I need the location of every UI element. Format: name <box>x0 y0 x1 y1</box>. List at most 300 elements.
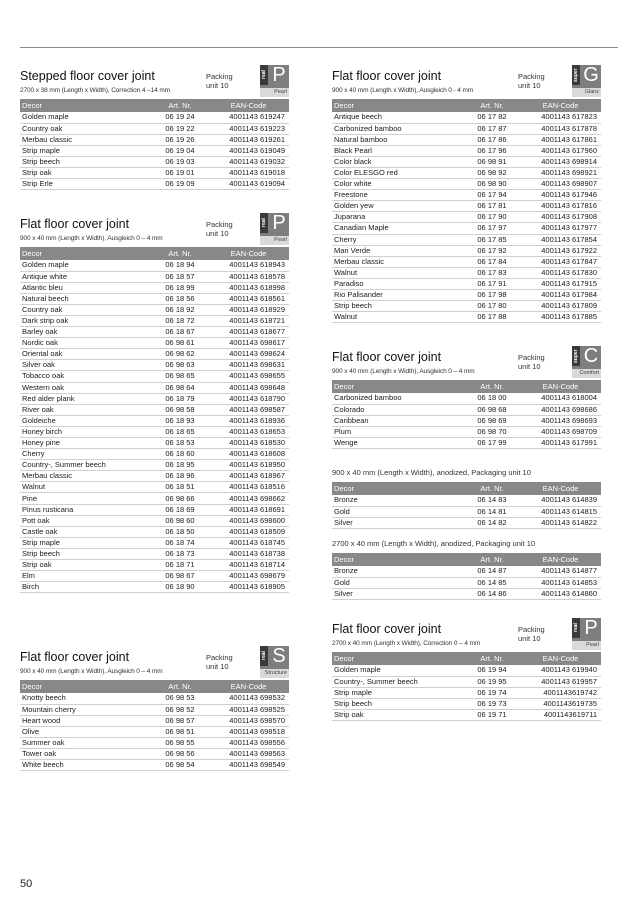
cell-art-nr: 06 14 83 <box>464 495 520 506</box>
cell-ean: 4001143 618516 <box>208 482 289 493</box>
badge-word: Pearl <box>260 236 289 245</box>
badge-word: Glanz <box>572 88 601 97</box>
table-row <box>20 282 289 293</box>
table-row <box>20 134 289 145</box>
packing-unit: unit 10 <box>518 634 541 643</box>
table-header-row <box>20 99 289 112</box>
column-header-ean: EAN-Code <box>520 652 601 665</box>
cell-ean: 4001143 618677 <box>208 327 289 338</box>
cell-art-nr: 06 18 79 <box>152 393 208 404</box>
column-header-art-nr: Art. Nr. <box>464 553 520 566</box>
column-header-ean: EAN-Code <box>520 99 601 112</box>
cell-decor: Strip oak <box>332 709 464 720</box>
cell-art-nr: 06 17 83 <box>464 267 520 278</box>
table-row <box>332 290 601 301</box>
section-title: Flat floor cover joint <box>20 650 130 664</box>
cell-decor: Mari Verde <box>332 245 464 256</box>
cell-decor: Pott oak <box>20 515 152 526</box>
cell-art-nr: 06 18 53 <box>152 438 208 449</box>
table-row <box>20 167 289 178</box>
cell-art-nr: 06 98 66 <box>152 493 208 504</box>
column-header-decor: Decor <box>20 99 152 112</box>
table-row <box>20 426 289 437</box>
cell-decor: Antique white <box>20 271 152 282</box>
cell-decor: Tobacco oak <box>20 371 152 382</box>
cell-art-nr: 06 18 90 <box>152 582 208 593</box>
column-header-art-nr: Art. Nr. <box>464 482 520 495</box>
cell-art-nr: 06 19 24 <box>152 112 208 123</box>
cell-ean: 4001143 618561 <box>208 293 289 304</box>
cell-decor: Walnut <box>332 267 464 278</box>
table-row <box>332 687 601 698</box>
table-row <box>332 506 601 517</box>
packing-info <box>206 220 233 238</box>
cell-ean: 4001143 698556 <box>208 737 289 748</box>
packing-info <box>518 353 545 371</box>
table-row <box>332 256 601 267</box>
cell-decor: Silver oak <box>20 360 152 371</box>
table-row <box>332 577 601 588</box>
table-row <box>332 278 601 289</box>
cell-decor: Golden yew <box>332 201 464 212</box>
table-row <box>332 145 601 156</box>
cell-art-nr: 06 18 69 <box>152 504 208 515</box>
cell-decor: Colorado <box>332 404 464 415</box>
cell-ean: 4001143 618530 <box>208 438 289 449</box>
cell-ean: 4001143 698587 <box>208 404 289 415</box>
product-table <box>332 482 601 529</box>
cell-ean: 4001143 617854 <box>520 234 601 245</box>
cell-decor: Honey birch <box>20 426 152 437</box>
cell-decor: Atlantic bleu <box>20 282 152 293</box>
cell-ean: 4001143619742 <box>520 687 601 698</box>
section-header <box>332 345 601 380</box>
table-header-row <box>20 680 289 693</box>
badge-side-label: real <box>260 213 268 233</box>
cell-ean: 4001143 698655 <box>208 371 289 382</box>
table-row <box>20 560 289 571</box>
cell-ean: 4001143 618608 <box>208 449 289 460</box>
cell-ean: 4001143 618905 <box>208 582 289 593</box>
column-header-decor: Decor <box>332 380 464 393</box>
cell-ean: 4001143 617816 <box>520 201 601 212</box>
table-row <box>332 665 601 676</box>
table-row <box>20 260 289 271</box>
section-header <box>332 617 601 652</box>
table-header-row <box>332 553 601 566</box>
table-row <box>332 301 601 312</box>
cell-art-nr: 06 18 92 <box>152 304 208 315</box>
table-row <box>20 493 289 504</box>
cell-art-nr: 06 18 00 <box>464 393 520 404</box>
cell-decor: Carbonized bamboo <box>332 123 464 134</box>
cell-decor: Birch <box>20 582 152 593</box>
cell-art-nr: 06 17 97 <box>464 223 520 234</box>
cell-art-nr: 06 19 74 <box>464 687 520 698</box>
table-row <box>332 312 601 323</box>
cell-ean: 4001143 619247 <box>208 112 289 123</box>
column-header-ean: EAN-Code <box>520 380 601 393</box>
section-header <box>332 64 601 99</box>
section-header <box>20 212 289 247</box>
cell-ean: 4001143 698532 <box>208 693 289 704</box>
column-header-ean: EAN-Code <box>208 247 289 260</box>
section-title: Flat floor cover joint <box>332 350 442 364</box>
cell-ean: 4001143 617847 <box>520 256 601 267</box>
cell-ean: 4001143 619940 <box>520 665 601 676</box>
cell-art-nr: 06 18 71 <box>152 560 208 571</box>
cell-decor: Dark strip oak <box>20 315 152 326</box>
cell-ean: 4001143 614822 <box>520 517 601 528</box>
cell-decor: Strip beech <box>20 156 152 167</box>
section-subtitle: 900 x 40 mm (Length x Width), Ausgleich 0 – 4 mm <box>332 368 475 375</box>
cell-decor: Walnut <box>332 312 464 323</box>
table-row <box>332 517 601 528</box>
cell-decor: Strip maple <box>20 145 152 156</box>
cell-decor: Red alder plank <box>20 393 152 404</box>
cell-art-nr: 06 98 57 <box>152 715 208 726</box>
column-header-ean: EAN-Code <box>520 482 601 495</box>
cell-ean: 4001143 617809 <box>520 301 601 312</box>
quality-badge <box>572 618 601 650</box>
cell-art-nr: 06 98 52 <box>152 704 208 715</box>
cell-ean: 4001143 618943 <box>208 260 289 271</box>
quality-badge <box>572 346 601 378</box>
table-row <box>20 737 289 748</box>
cell-decor: Oriental oak <box>20 349 152 360</box>
cell-decor: Strip oak <box>20 560 152 571</box>
packing-unit: unit 10 <box>206 229 229 238</box>
section-caption: 2700 x 40 mm (Length x Width), anodized, Packaging unit 10 <box>332 539 536 548</box>
column-header-ean: EAN-Code <box>208 680 289 693</box>
packing-unit: unit 10 <box>518 81 541 90</box>
table-row <box>20 715 289 726</box>
table-row <box>20 360 289 371</box>
cell-ean: 4001143 617830 <box>520 267 601 278</box>
cell-decor: Honey pine <box>20 438 152 449</box>
cell-art-nr: 06 19 09 <box>152 179 208 190</box>
column-header-art-nr: Art. Nr. <box>152 680 208 693</box>
badge-letter: P <box>584 617 598 639</box>
cell-art-nr: 06 98 55 <box>152 737 208 748</box>
cell-decor: Olive <box>20 726 152 737</box>
cell-ean: 4001143 617977 <box>520 223 601 234</box>
table-row <box>20 693 289 704</box>
cell-decor: Elm <box>20 571 152 582</box>
cell-art-nr: 06 18 99 <box>152 282 208 293</box>
column-header-art-nr: Art. Nr. <box>464 652 520 665</box>
section-title: Stepped floor cover joint <box>20 69 155 83</box>
cell-ean: 4001143 617885 <box>520 312 601 323</box>
cell-decor: Goldeiche <box>20 415 152 426</box>
table-row <box>332 415 601 426</box>
cell-art-nr: 06 17 82 <box>464 112 520 123</box>
cell-ean: 4001143 614853 <box>520 577 601 588</box>
table-row <box>332 426 601 437</box>
table-row <box>20 438 289 449</box>
cell-decor: Color white <box>332 179 464 190</box>
cell-art-nr: 06 18 50 <box>152 526 208 537</box>
section-header <box>20 645 289 680</box>
cell-art-nr: 06 17 81 <box>464 201 520 212</box>
cell-decor: Cherry <box>20 449 152 460</box>
cell-decor: Merbau classic <box>20 134 152 145</box>
cell-ean: 4001143 698648 <box>208 382 289 393</box>
cell-ean: 4001143 618745 <box>208 537 289 548</box>
cell-ean: 4001143 698631 <box>208 360 289 371</box>
table-row <box>20 393 289 404</box>
table-row <box>20 482 289 493</box>
cell-ean: 4001143 618578 <box>208 271 289 282</box>
cell-decor: Strip oak <box>20 167 152 178</box>
table-header-row <box>20 247 289 260</box>
cell-decor: Country-, Summer beech <box>20 460 152 471</box>
cell-decor: Country-, Summer beech <box>332 676 464 687</box>
cell-ean: 4001143 617915 <box>520 278 601 289</box>
table-row <box>20 415 289 426</box>
table-row <box>20 526 289 537</box>
cell-ean: 4001143 698693 <box>520 415 601 426</box>
table-header-row <box>332 482 601 495</box>
cell-art-nr: 06 19 04 <box>152 145 208 156</box>
table-row <box>20 460 289 471</box>
cell-decor: River oak <box>20 404 152 415</box>
cell-ean: 4001143 617908 <box>520 212 601 223</box>
cell-art-nr: 06 98 91 <box>464 156 520 167</box>
cell-decor: Strip maple <box>332 687 464 698</box>
cell-decor: Caribbean <box>332 415 464 426</box>
cell-ean: 4001143 618721 <box>208 315 289 326</box>
table-row <box>332 167 601 178</box>
section-flat-joint-comfort <box>332 345 601 449</box>
cell-decor: Nordic oak <box>20 338 152 349</box>
section-flat-joint-glanz <box>332 64 601 323</box>
cell-ean: 4001143 617960 <box>520 145 601 156</box>
cell-art-nr: 06 18 67 <box>152 327 208 338</box>
section-anodized-2700 <box>332 539 601 600</box>
table-row <box>20 371 289 382</box>
cell-art-nr: 06 18 56 <box>152 293 208 304</box>
cell-ean: 4001143 698662 <box>208 493 289 504</box>
table-row <box>20 726 289 737</box>
cell-art-nr: 06 14 82 <box>464 517 520 528</box>
table-row <box>20 582 289 593</box>
cell-ean: 4001143 698570 <box>208 715 289 726</box>
cell-decor: Plum <box>332 426 464 437</box>
product-table <box>332 380 601 449</box>
cell-art-nr: 06 98 64 <box>152 382 208 393</box>
page-number: 50 <box>20 878 33 890</box>
table-row <box>332 156 601 167</box>
packing-label: Packing <box>206 653 233 662</box>
cell-decor: Strip Erle <box>20 179 152 190</box>
column-header-art-nr: Art. Nr. <box>152 99 208 112</box>
cell-ean: 4001143 619018 <box>208 167 289 178</box>
table-row <box>332 245 601 256</box>
column-header-decor: Decor <box>20 680 152 693</box>
column-header-art-nr: Art. Nr. <box>464 99 520 112</box>
table-row <box>20 338 289 349</box>
column-header-decor: Decor <box>20 247 152 260</box>
cell-decor: Walnut <box>20 482 152 493</box>
badge-word: Structure <box>260 669 289 678</box>
cell-art-nr: 06 19 94 <box>464 665 520 676</box>
cell-ean: 4001143 619032 <box>208 156 289 167</box>
cell-ean: 4001143 619094 <box>208 179 289 190</box>
cell-ean: 4001143 618929 <box>208 304 289 315</box>
cell-ean: 4001143 619261 <box>208 134 289 145</box>
table-row <box>20 449 289 460</box>
packing-label: Packing <box>518 72 545 81</box>
table-row <box>332 698 601 709</box>
cell-decor: Merbau classic <box>20 471 152 482</box>
cell-ean: 4001143 698617 <box>208 338 289 349</box>
cell-art-nr: 06 14 86 <box>464 588 520 599</box>
cell-art-nr: 06 98 53 <box>152 693 208 704</box>
table-row <box>20 304 289 315</box>
cell-art-nr: 06 98 56 <box>152 748 208 759</box>
table-row <box>20 349 289 360</box>
cell-ean: 4001143 614877 <box>520 566 601 577</box>
cell-art-nr: 06 98 68 <box>464 404 520 415</box>
cell-decor: Merbau classic <box>332 256 464 267</box>
cell-decor: Country oak <box>20 123 152 134</box>
badge-letter: C <box>583 345 599 367</box>
table-row <box>20 315 289 326</box>
badge-letter: S <box>272 645 286 667</box>
table-row <box>20 327 289 338</box>
table-row <box>20 145 289 156</box>
cell-decor: Black Pearl <box>332 145 464 156</box>
cell-ean: 4001143 617991 <box>520 437 601 448</box>
table-header-row <box>332 652 601 665</box>
quality-badge <box>260 646 289 678</box>
cell-ean: 4001143619735 <box>520 698 601 709</box>
table-row <box>332 123 601 134</box>
cell-decor: Gold <box>332 577 464 588</box>
cell-art-nr: 06 98 70 <box>464 426 520 437</box>
cell-art-nr: 06 14 87 <box>464 566 520 577</box>
section-caption: 900 x 40 mm (Length x Width), anodized, Packaging unit 10 <box>332 468 531 477</box>
cell-ean: 4001143 617984 <box>520 290 601 301</box>
table-row <box>20 548 289 559</box>
cell-ean: 4001143 698921 <box>520 167 601 178</box>
table-row <box>20 382 289 393</box>
packing-label: Packing <box>518 353 545 362</box>
cell-art-nr: 06 19 73 <box>464 698 520 709</box>
product-table <box>332 652 601 721</box>
cell-ean: 4001143 618738 <box>208 548 289 559</box>
cell-decor: Wenge <box>332 437 464 448</box>
table-row <box>332 112 601 123</box>
cell-decor: Castle oak <box>20 526 152 537</box>
cell-ean: 4001143 614815 <box>520 506 601 517</box>
cell-ean: 4001143 698549 <box>208 760 289 771</box>
table-row <box>20 571 289 582</box>
cell-art-nr: 06 19 03 <box>152 156 208 167</box>
cell-art-nr: 06 18 93 <box>152 415 208 426</box>
table-row <box>20 537 289 548</box>
cell-art-nr: 06 19 22 <box>152 123 208 134</box>
cell-art-nr: 06 17 86 <box>464 134 520 145</box>
packing-info <box>206 72 233 90</box>
cell-art-nr: 06 98 62 <box>152 349 208 360</box>
cell-ean: 4001143 614860 <box>520 588 601 599</box>
product-table <box>20 247 289 593</box>
cell-decor: Strip maple <box>20 537 152 548</box>
cell-decor: Bronze <box>332 566 464 577</box>
cell-decor: Western oak <box>20 382 152 393</box>
cell-decor: Rio Palisander <box>332 290 464 301</box>
cell-ean: 4001143 617946 <box>520 190 601 201</box>
cell-art-nr: 06 98 90 <box>464 179 520 190</box>
cell-art-nr: 06 18 72 <box>152 315 208 326</box>
cell-decor: Cherry <box>332 234 464 245</box>
cell-art-nr: 06 17 96 <box>464 145 520 156</box>
cell-art-nr: 06 18 65 <box>152 426 208 437</box>
section-title: Flat floor cover joint <box>20 217 130 231</box>
cell-decor: Color black <box>332 156 464 167</box>
cell-art-nr: 06 98 58 <box>152 404 208 415</box>
cell-decor: Antique beech <box>332 112 464 123</box>
cell-decor: Strip beech <box>332 301 464 312</box>
table-row <box>20 293 289 304</box>
section-header <box>20 64 289 99</box>
cell-ean: 4001143 698624 <box>208 349 289 360</box>
cell-art-nr: 06 18 73 <box>152 548 208 559</box>
badge-letter: G <box>583 64 599 86</box>
product-table <box>332 553 601 600</box>
cell-art-nr: 06 19 71 <box>464 709 520 720</box>
table-row <box>332 495 601 506</box>
column-header-art-nr: Art. Nr. <box>152 247 208 260</box>
section-subtitle: 900 x 40 mm (Length x Width), Ausgleich 0 – 4 mm <box>20 235 163 242</box>
badge-letter: P <box>272 64 286 86</box>
cell-ean: 4001143 618004 <box>520 393 601 404</box>
column-header-decor: Decor <box>332 553 464 566</box>
section-flat-joint-structure <box>20 645 289 771</box>
packing-label: Packing <box>518 625 545 634</box>
table-row <box>332 437 601 448</box>
badge-side-label: super <box>572 346 580 366</box>
cell-art-nr: 06 98 63 <box>152 360 208 371</box>
cell-art-nr: 06 17 99 <box>464 437 520 448</box>
cell-decor: Country oak <box>20 304 152 315</box>
section-subtitle: 900 x 40 mm (Length x Width), Ausgleich 0 - 4 mm <box>332 87 474 94</box>
table-row <box>20 156 289 167</box>
packing-unit: unit 10 <box>206 662 229 671</box>
cell-art-nr: 06 17 92 <box>464 245 520 256</box>
cell-art-nr: 06 18 51 <box>152 482 208 493</box>
cell-ean: 4001143 698563 <box>208 748 289 759</box>
cell-art-nr: 06 19 01 <box>152 167 208 178</box>
top-rule <box>20 47 618 48</box>
table-row <box>332 201 601 212</box>
cell-decor: Paradiso <box>332 278 464 289</box>
quality-badge <box>260 213 289 245</box>
cell-ean: 4001143 618653 <box>208 426 289 437</box>
cell-decor: Color ELESGO red <box>332 167 464 178</box>
cell-art-nr: 06 17 91 <box>464 278 520 289</box>
section-subtitle: 900 x 40 mm (Length x Width), Ausgleich 0 – 4 mm <box>20 668 163 675</box>
cell-art-nr: 06 17 94 <box>464 190 520 201</box>
section-title: Flat floor cover joint <box>332 622 442 636</box>
cell-art-nr: 06 98 60 <box>152 515 208 526</box>
table-row <box>20 404 289 415</box>
cell-art-nr: 06 17 87 <box>464 123 520 134</box>
badge-word: Pearl <box>260 88 289 97</box>
cell-ean: 4001143 618691 <box>208 504 289 515</box>
